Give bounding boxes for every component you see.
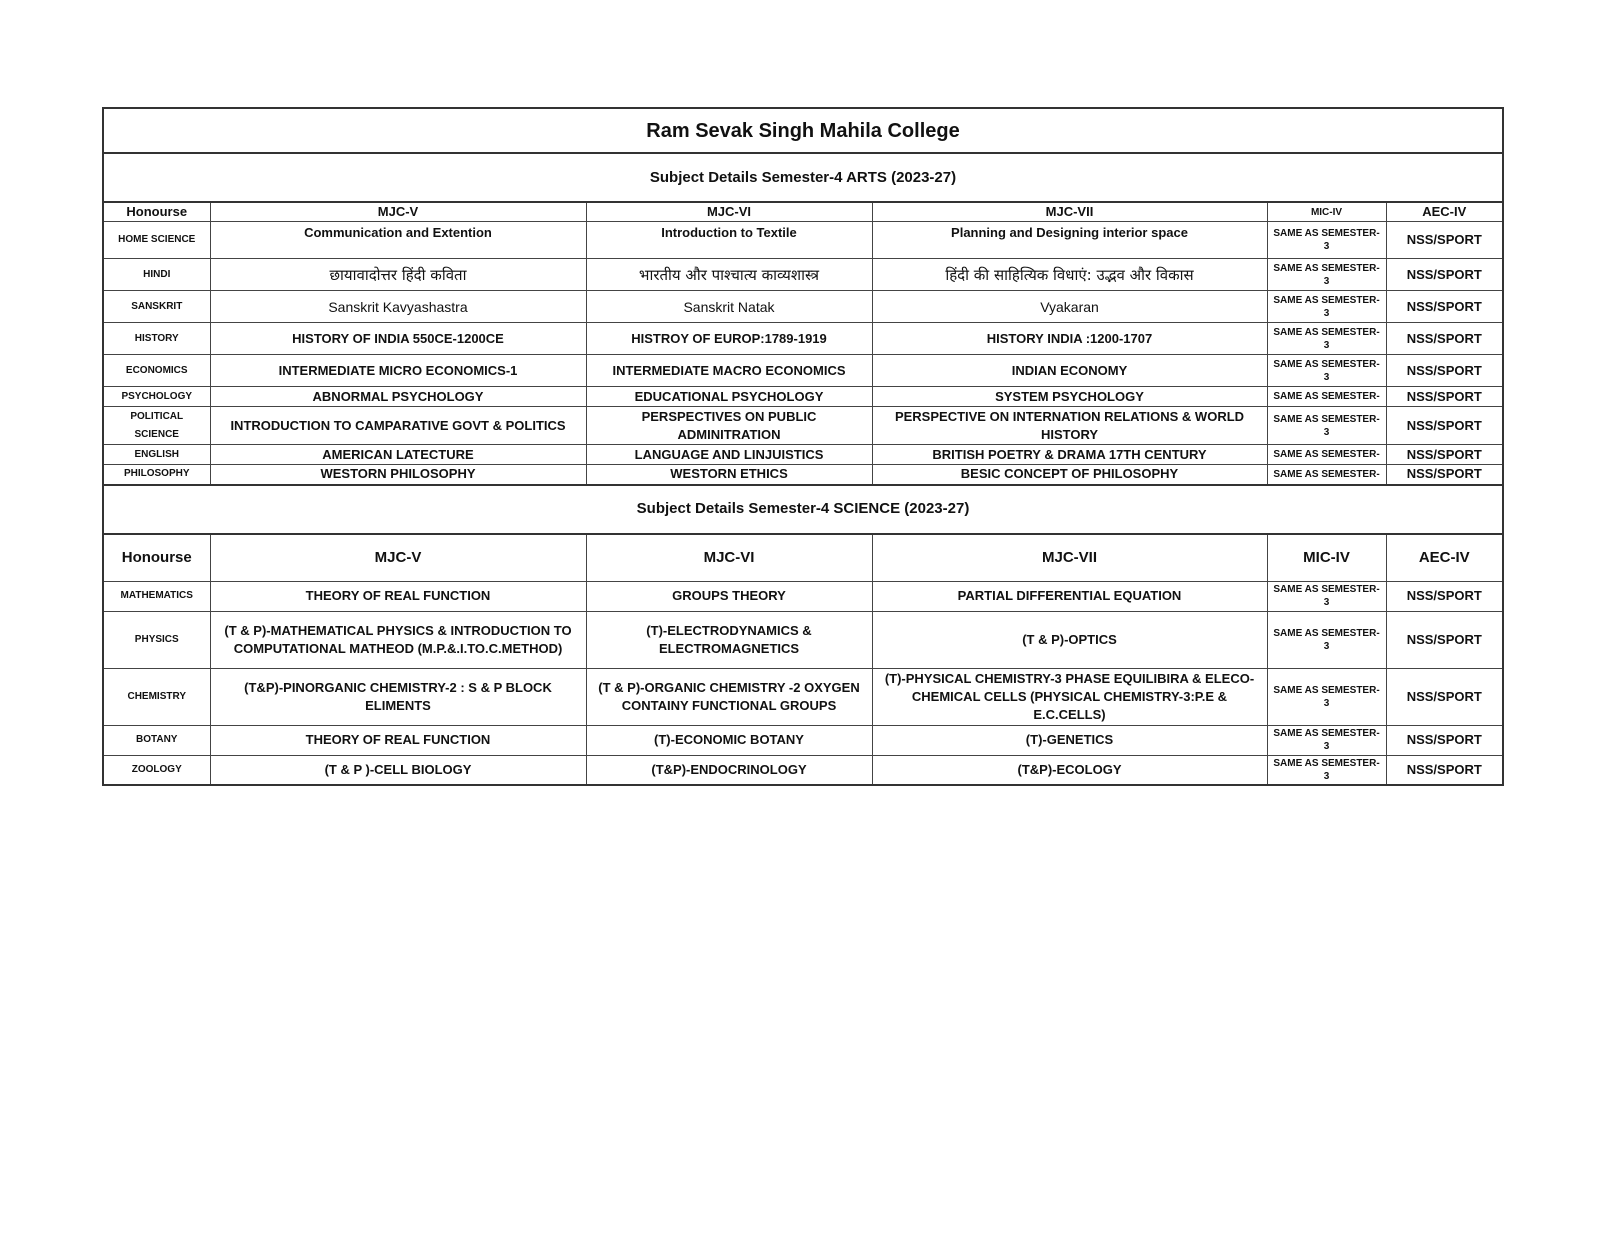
mic-iv-cell: SAME AS SEMESTER-3: [1267, 725, 1386, 755]
honours-cell: CHEMISTRY: [103, 668, 210, 725]
arts-section-title: Subject Details Semester-4 ARTS (2023-27): [103, 153, 1503, 202]
aec-iv-cell: NSS/SPORT: [1386, 445, 1503, 465]
mic-iv-cell: SAME AS SEMESTER-3: [1267, 611, 1386, 668]
mic-iv-cell: SAME AS SEMESTER-3: [1267, 291, 1386, 323]
mic-iv-cell: SAME AS SEMESTER-: [1267, 465, 1386, 485]
mic-iv-cell: SAME AS SEMESTER-3: [1267, 407, 1386, 445]
table-row: [103, 387, 1503, 407]
mjc-v-cell: WESTORN PHILOSOPHY: [210, 465, 586, 485]
mjc-v-cell: छायावादोत्तर हिंदी कविता: [210, 259, 586, 291]
header-mjc-v: MJC-V: [210, 202, 586, 222]
mjc-vii-cell: INDIAN ECONOMY: [872, 355, 1267, 387]
mjc-vi-cell: (T & P)-ORGANIC CHEMISTRY -2 OXYGEN CONTAINY FUNCTIONAL GROUPS: [586, 668, 872, 725]
subject-details-table: [102, 107, 1504, 786]
table-row: [103, 465, 1503, 485]
mjc-vi-cell: PERSPECTIVES ON PUBLIC ADMINITRATION: [586, 407, 872, 445]
table-row: [103, 445, 1503, 465]
mjc-vi-cell: INTERMEDIATE MACRO ECONOMICS: [586, 355, 872, 387]
mjc-vii-cell: Planning and Designing interior space: [872, 222, 1267, 259]
aec-iv-cell: NSS/SPORT: [1386, 407, 1503, 445]
mjc-vi-cell: (T)-ECONOMIC BOTANY: [586, 725, 872, 755]
aec-iv-cell: NSS/SPORT: [1386, 725, 1503, 755]
science-section-title: Subject Details Semester-4 SCIENCE (2023-27): [103, 485, 1503, 534]
header-mjc-vi: MJC-VI: [586, 202, 872, 222]
mjc-v-cell: (T & P)-MATHEMATICAL PHYSICS & INTRODUCTION TO COMPUTATIONAL MATHEOD (M.P.&.I.TO.C.METHOD): [210, 611, 586, 668]
aec-iv-cell: NSS/SPORT: [1386, 581, 1503, 611]
mic-iv-cell: SAME AS SEMESTER-3: [1267, 755, 1386, 785]
mjc-vii-cell: (T)-PHYSICAL CHEMISTRY-3 PHASE EQUILIBIRA & ELECO-CHEMICAL CELLS (PHYSICAL CHEMISTRY-3:P.E & E.C.CELLS): [872, 668, 1267, 725]
arts-header-row: [103, 202, 1503, 222]
mjc-vi-cell: Introduction to Textile: [586, 222, 872, 259]
mjc-v-cell: Communication and Extention: [210, 222, 586, 259]
mjc-v-cell: ABNORMAL PSYCHOLOGY: [210, 387, 586, 407]
table-row: [103, 222, 1503, 259]
header-aec-iv: AEC-IV: [1386, 534, 1503, 582]
mic-iv-cell: SAME AS SEMESTER-3: [1267, 323, 1386, 355]
header-mic-iv: MIC-IV: [1267, 202, 1386, 222]
mjc-vi-cell: HISTROY OF EUROP:1789-1919: [586, 323, 872, 355]
table-row: [103, 755, 1503, 785]
honours-cell: PHILOSOPHY: [103, 465, 210, 485]
honours-cell: MATHEMATICS: [103, 581, 210, 611]
mjc-vi-cell: EDUCATIONAL PSYCHOLOGY: [586, 387, 872, 407]
aec-iv-cell: NSS/SPORT: [1386, 611, 1503, 668]
science-header-row: [103, 534, 1503, 582]
mic-iv-cell: SAME AS SEMESTER-3: [1267, 581, 1386, 611]
mic-iv-cell: SAME AS SEMESTER-3: [1267, 222, 1386, 259]
mjc-vii-cell: SYSTEM PSYCHOLOGY: [872, 387, 1267, 407]
mjc-vii-cell: HISTORY INDIA :1200-1707: [872, 323, 1267, 355]
aec-iv-cell: NSS/SPORT: [1386, 323, 1503, 355]
aec-iv-cell: NSS/SPORT: [1386, 355, 1503, 387]
honours-cell: ZOOLOGY: [103, 755, 210, 785]
honours-cell: ECONOMICS: [103, 355, 210, 387]
header-aec-iv: AEC-IV: [1386, 202, 1503, 222]
mjc-vii-cell: (T)-GENETICS: [872, 725, 1267, 755]
mic-iv-cell: SAME AS SEMESTER-: [1267, 387, 1386, 407]
honours-cell: HINDI: [103, 259, 210, 291]
table-row: [103, 259, 1503, 291]
mjc-vii-cell: (T & P)-OPTICS: [872, 611, 1267, 668]
table-row: [103, 725, 1503, 755]
table-row: [103, 291, 1503, 323]
timetable-sheet: [102, 107, 1502, 786]
college-title: Ram Sevak Singh Mahila College: [103, 108, 1503, 153]
header-honourse: Honourse: [103, 534, 210, 582]
aec-iv-cell: NSS/SPORT: [1386, 755, 1503, 785]
mjc-vi-cell: WESTORN ETHICS: [586, 465, 872, 485]
aec-iv-cell: NSS/SPORT: [1386, 291, 1503, 323]
science-rows: [103, 581, 1503, 785]
mjc-v-cell: THEORY OF REAL FUNCTION: [210, 725, 586, 755]
mjc-vi-cell: (T&P)-ENDOCRINOLOGY: [586, 755, 872, 785]
mic-iv-cell: SAME AS SEMESTER-3: [1267, 355, 1386, 387]
mic-iv-cell: SAME AS SEMESTER-3: [1267, 668, 1386, 725]
aec-iv-cell: NSS/SPORT: [1386, 222, 1503, 259]
table-row: [103, 611, 1503, 668]
table-row: [103, 323, 1503, 355]
table-row: [103, 581, 1503, 611]
honours-cell: PSYCHOLOGY: [103, 387, 210, 407]
header-mic-iv: MIC-IV: [1267, 534, 1386, 582]
honours-cell: POLITICAL SCIENCE: [103, 407, 210, 445]
honours-cell: HISTORY: [103, 323, 210, 355]
mjc-v-cell: HISTORY OF INDIA 550CE-1200CE: [210, 323, 586, 355]
mic-iv-cell: SAME AS SEMESTER-3: [1267, 259, 1386, 291]
mjc-vii-cell: हिंदी की साहित्यिक विधाएं: उद्भव और विकास: [872, 259, 1267, 291]
header-mjc-vii: MJC-VII: [872, 534, 1267, 582]
mjc-vii-cell: BRITISH POETRY & DRAMA 17TH CENTURY: [872, 445, 1267, 465]
mjc-vii-cell: BESIC CONCEPT OF PHILOSOPHY: [872, 465, 1267, 485]
table-row: [103, 355, 1503, 387]
mjc-vi-cell: (T)-ELECTRODYNAMICS & ELECTROMAGNETICS: [586, 611, 872, 668]
mjc-vi-cell: GROUPS THEORY: [586, 581, 872, 611]
honours-cell: PHYSICS: [103, 611, 210, 668]
mjc-vii-cell: PERSPECTIVE ON INTERNATION RELATIONS & WORLD HISTORY: [872, 407, 1267, 445]
mjc-v-cell: INTRODUCTION TO CAMPARATIVE GOVT & POLITICS: [210, 407, 586, 445]
mjc-vi-cell: LANGUAGE AND LINJUISTICS: [586, 445, 872, 465]
mjc-v-cell: (T & P )-CELL BIOLOGY: [210, 755, 586, 785]
header-mjc-v: MJC-V: [210, 534, 586, 582]
honours-cell: ENGLISH: [103, 445, 210, 465]
table-row: [103, 407, 1503, 445]
aec-iv-cell: NSS/SPORT: [1386, 668, 1503, 725]
header-mjc-vii: MJC-VII: [872, 202, 1267, 222]
mjc-v-cell: THEORY OF REAL FUNCTION: [210, 581, 586, 611]
mjc-vii-cell: (T&P)-ECOLOGY: [872, 755, 1267, 785]
table-row: [103, 668, 1503, 725]
mjc-vi-cell: भारतीय और पाश्चात्य काव्यशास्त्र: [586, 259, 872, 291]
arts-rows: [103, 222, 1503, 485]
honours-cell: BOTANY: [103, 725, 210, 755]
mjc-v-cell: AMERICAN LATECTURE: [210, 445, 586, 465]
mjc-vi-cell: Sanskrit Natak: [586, 291, 872, 323]
mic-iv-cell: SAME AS SEMESTER-: [1267, 445, 1386, 465]
mjc-v-cell: INTERMEDIATE MICRO ECONOMICS-1: [210, 355, 586, 387]
mjc-v-cell: (T&P)-PINORGANIC CHEMISTRY-2 : S & P BLOCK ELIMENTS: [210, 668, 586, 725]
mjc-v-cell: Sanskrit Kavyashastra: [210, 291, 586, 323]
aec-iv-cell: NSS/SPORT: [1386, 259, 1503, 291]
mjc-vii-cell: PARTIAL DIFFERENTIAL EQUATION: [872, 581, 1267, 611]
aec-iv-cell: NSS/SPORT: [1386, 387, 1503, 407]
header-honourse: Honourse: [103, 202, 210, 222]
mjc-vii-cell: Vyakaran: [872, 291, 1267, 323]
honours-cell: HOME SCIENCE: [103, 222, 210, 259]
header-mjc-vi: MJC-VI: [586, 534, 872, 582]
aec-iv-cell: NSS/SPORT: [1386, 465, 1503, 485]
honours-cell: SANSKRIT: [103, 291, 210, 323]
